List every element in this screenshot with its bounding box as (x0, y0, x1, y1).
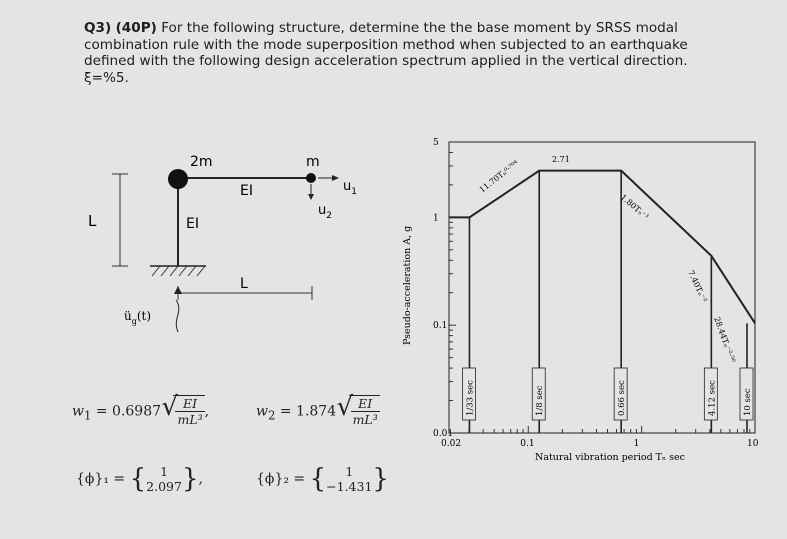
y-axis-label: Pseudo-acceleration A, g (402, 225, 413, 345)
phi1-bottom: 2.097 (146, 479, 182, 494)
height-label: L (88, 212, 97, 230)
period-label: 10 sec (743, 388, 753, 416)
ground-motion-label: $ü_g(t)$ (124, 309, 152, 326)
phi2-label: {ϕ}₂ = (256, 471, 306, 487)
period-label: 0.66 sec (617, 380, 628, 416)
column-ei-label: EI (186, 216, 199, 232)
u2-label: $u_2$ (318, 203, 332, 221)
phi1-equation: {ϕ}₁ = { 1 2.097 }, (76, 464, 203, 494)
beam-ei-label: EI (240, 183, 253, 199)
question-points: (40P) (115, 20, 157, 36)
y-tick-label: 0.01 (433, 429, 454, 439)
omega1-equation: $w_1 = 0.6987$ √ $\frac{EI}{\text{mL³}}$ , (72, 395, 209, 427)
question-text: For the following structure, determine the the base moment by SRSS modal combination rule with the mode superposition method when subjected to an earthquake defined with the following design acceleration spectrum applied in the vertical direction. ξ=%5. (84, 20, 688, 86)
w1-symbol: w (72, 403, 84, 420)
w1-value: = 0.6987 (91, 403, 162, 420)
segment-label: 7.40Tₙ⁻² (686, 269, 709, 304)
y-tick-label: 5 (433, 138, 439, 148)
chart-period-verticals (462, 171, 753, 433)
segment-label: 2.71 (552, 155, 570, 164)
phi2-equation: {ϕ}₂ = { 1 −1.431 } (256, 464, 389, 494)
phi1-label: {ϕ}₁ = (76, 471, 126, 487)
w1-frac-num: √ EI (175, 396, 204, 412)
y-tick-label: 1 (433, 213, 439, 224)
x-axis-label: Natural vibration period Tₙ sec (535, 452, 685, 463)
segment-label: 1.80Tₙ⁻¹ (618, 192, 651, 222)
phi2-top: 1 (345, 464, 354, 479)
w2-frac-num: √ EI (351, 396, 380, 412)
question-number: Q3) (84, 20, 112, 36)
spectrum-line (449, 171, 755, 324)
segment-label: 28.44Tₙ⁻²·⁵⁶ (712, 315, 738, 364)
span-label: L (240, 276, 248, 292)
period-label: 1/8 sec (535, 385, 546, 416)
x-tick-label: 10 (747, 439, 759, 449)
w2-frac-den: mL³ (352, 412, 378, 427)
u1-label: $u_1$ (343, 179, 357, 197)
w2-subscript: 2 (267, 408, 276, 423)
w2-symbol: w (256, 403, 268, 420)
w1-subscript: 1 (83, 408, 92, 423)
x-tick-label: 0.1 (520, 439, 535, 449)
x-tick-label: 1 (633, 439, 640, 449)
w2-value: = 1.874 (275, 403, 337, 420)
period-label: 1/33 sec (465, 380, 476, 416)
y-tick-label: 0.1 (433, 321, 448, 332)
phi1-top: 1 (160, 464, 169, 479)
phi2-bottom: −1.431 (326, 479, 373, 494)
segment-label: 11.70Tₙ⁰·⁷⁰⁴ (477, 158, 521, 195)
x-tick-label: 0.02 (441, 439, 462, 449)
w1-frac-den: mL³ (177, 412, 203, 427)
mass-m-label: m (306, 154, 320, 170)
mass-2m-label: 2m (190, 154, 213, 170)
period-label: 4.12 sec (707, 380, 718, 416)
